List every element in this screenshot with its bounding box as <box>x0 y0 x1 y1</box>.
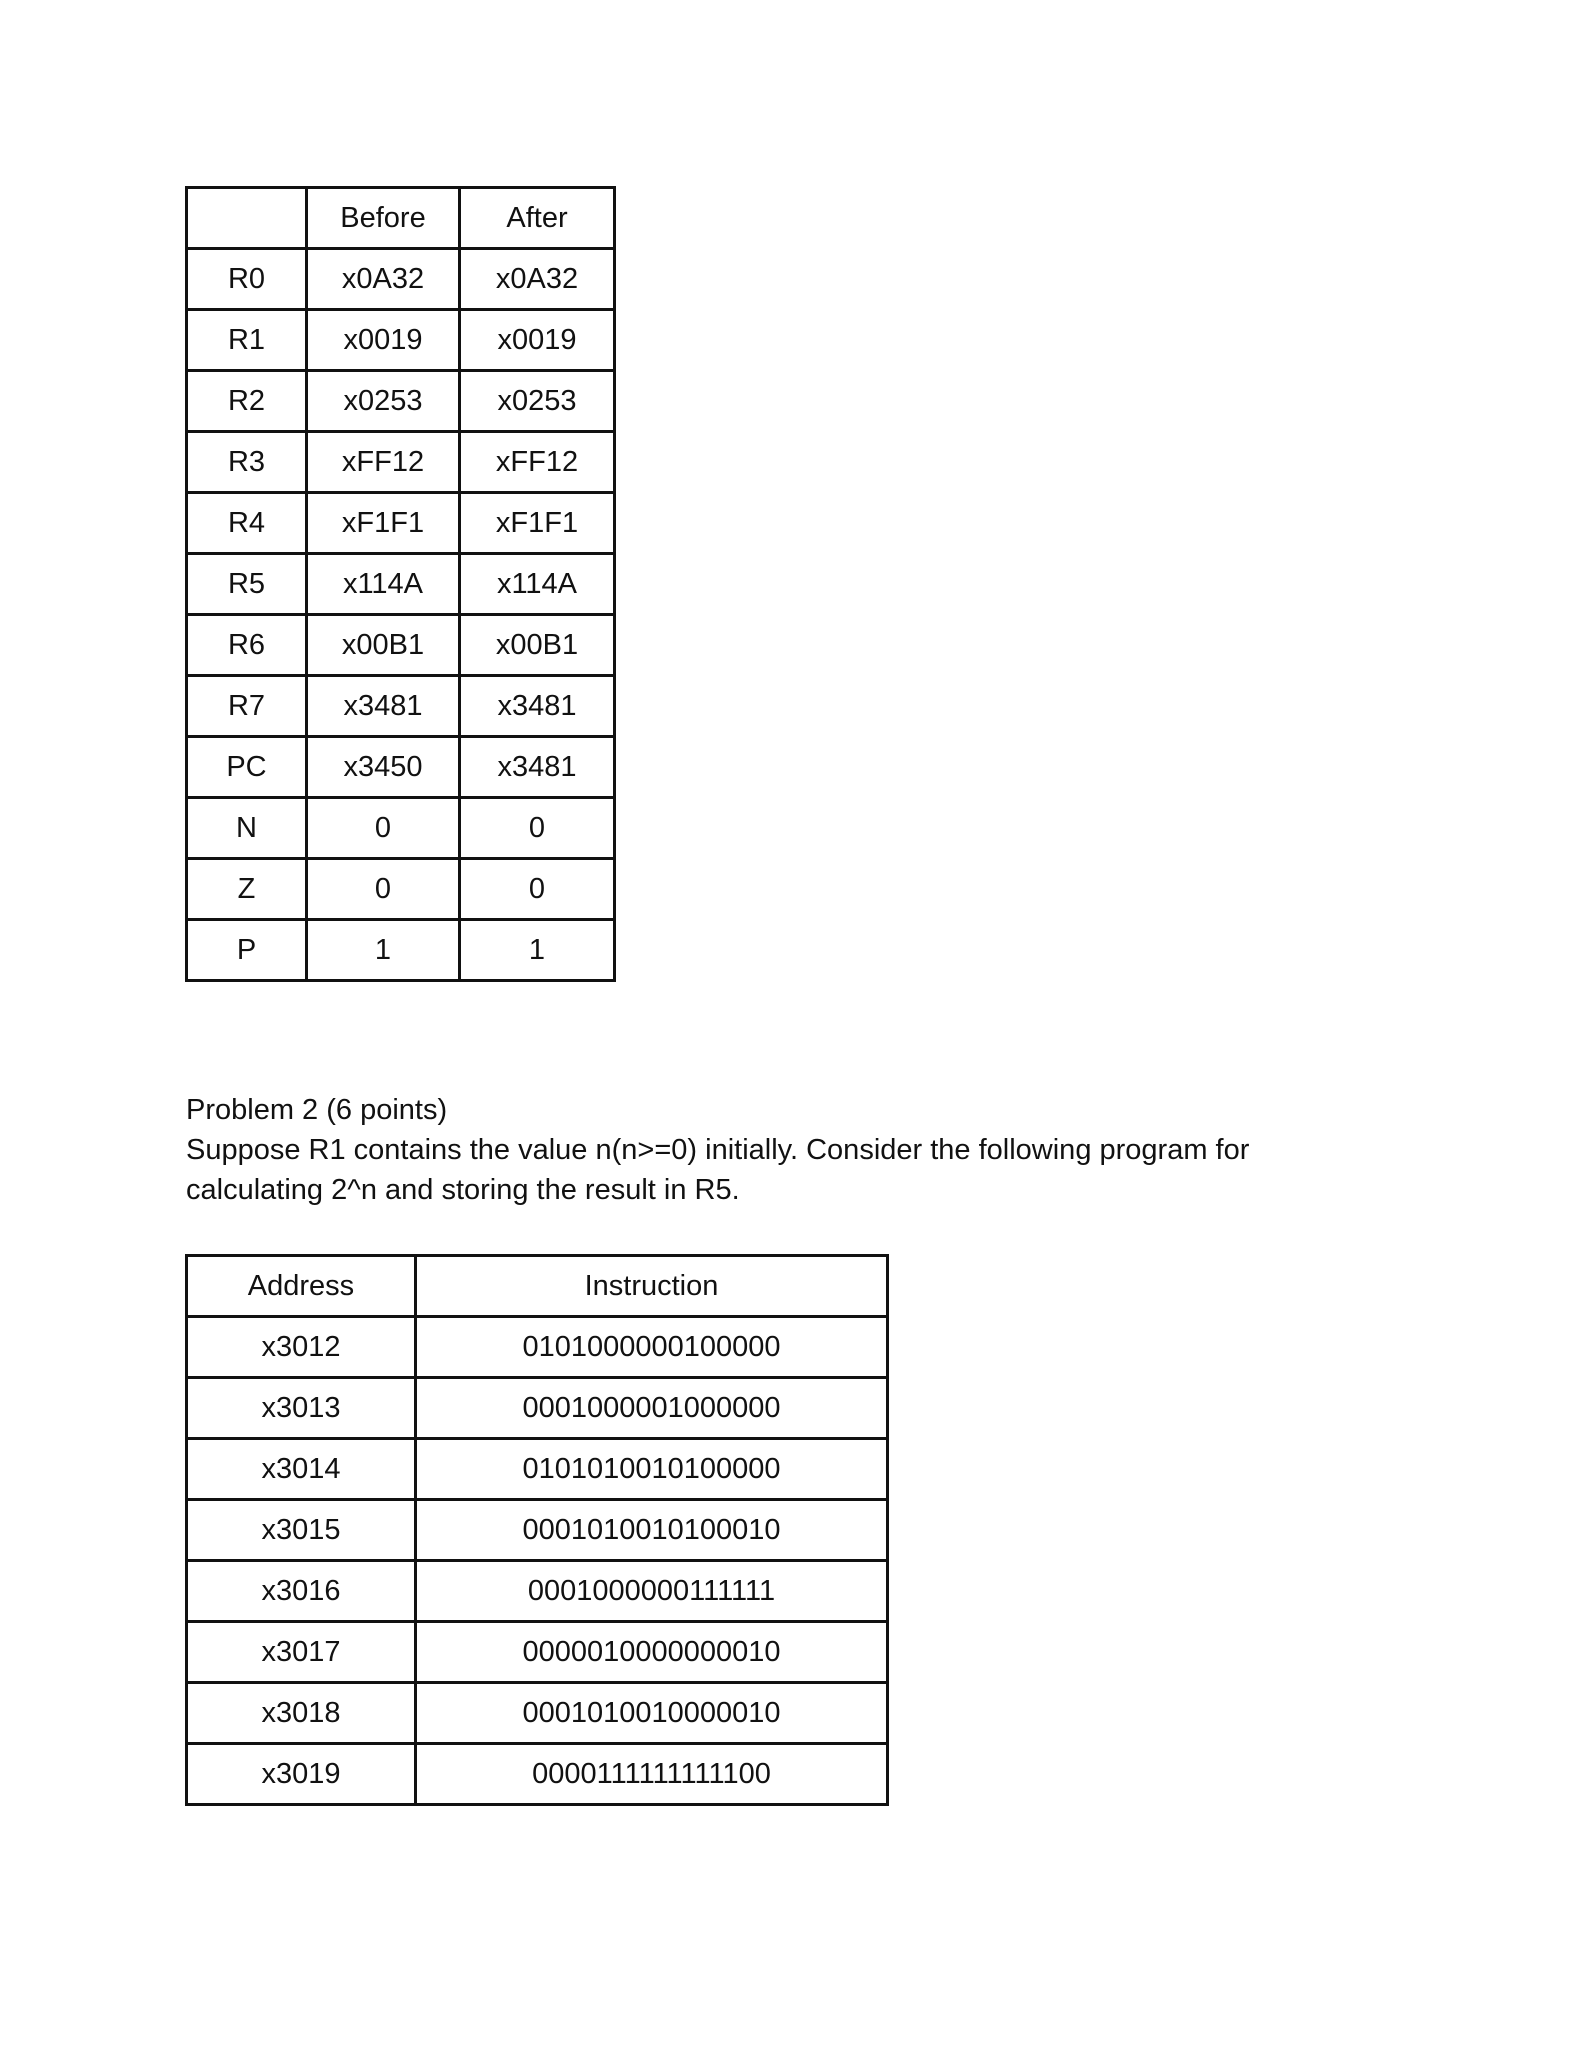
register-row <box>187 920 615 981</box>
program-header-instruction: Instruction <box>416 1256 888 1317</box>
program-row <box>187 1439 888 1500</box>
program-instruction-cell: 0000010000000010 <box>416 1622 888 1683</box>
register-name-cell: R6 <box>187 615 307 676</box>
register-after-cell: 1 <box>460 920 615 981</box>
register-after-cell: x0019 <box>460 310 615 371</box>
program-row <box>187 1317 888 1378</box>
register-before-cell: 1 <box>307 920 460 981</box>
register-row <box>187 310 615 371</box>
register-header-before: Before <box>307 188 460 249</box>
register-before-cell: x00B1 <box>307 615 460 676</box>
program-row <box>187 1500 888 1561</box>
register-row <box>187 432 615 493</box>
register-row <box>187 493 615 554</box>
program-address-cell: x3013 <box>187 1378 416 1439</box>
program-table <box>185 1254 889 1806</box>
register-name-cell: R1 <box>187 310 307 371</box>
register-row <box>187 371 615 432</box>
register-header-name <box>187 188 307 249</box>
register-name-cell: PC <box>187 737 307 798</box>
register-row <box>187 615 615 676</box>
program-instruction-cell: 0001000000111111 <box>416 1561 888 1622</box>
program-address-cell: x3019 <box>187 1744 416 1805</box>
register-name-cell: R4 <box>187 493 307 554</box>
program-address-cell: x3016 <box>187 1561 416 1622</box>
register-name-cell: N <box>187 798 307 859</box>
register-name-cell: R2 <box>187 371 307 432</box>
register-table <box>185 186 616 982</box>
program-address-cell: x3012 <box>187 1317 416 1378</box>
program-instruction-cell: 0001010010000010 <box>416 1683 888 1744</box>
register-before-cell: 0 <box>307 859 460 920</box>
program-address-cell: x3018 <box>187 1683 416 1744</box>
problem-description: Suppose R1 contains the value n(n>=0) initially. Consider the following program for calculating 2^n and storing the result in R5. <box>186 1134 1250 1206</box>
program-address-cell: x3015 <box>187 1500 416 1561</box>
register-header-after: After <box>460 188 615 249</box>
register-after-cell: 0 <box>460 859 615 920</box>
register-before-cell: xFF12 <box>307 432 460 493</box>
register-name-cell: R3 <box>187 432 307 493</box>
register-before-cell: x0019 <box>307 310 460 371</box>
register-row <box>187 798 615 859</box>
register-before-cell: x114A <box>307 554 460 615</box>
program-instruction-cell: 0001000001000000 <box>416 1378 888 1439</box>
register-row <box>187 554 615 615</box>
register-after-cell: x3481 <box>460 676 615 737</box>
program-header-address: Address <box>187 1256 416 1317</box>
register-name-cell: Z <box>187 859 307 920</box>
program-instruction-cell: 0000111111111100 <box>416 1744 888 1805</box>
register-name-cell: R7 <box>187 676 307 737</box>
program-address-cell: x3014 <box>187 1439 416 1500</box>
register-table-header-row <box>187 188 615 249</box>
program-row <box>187 1744 888 1805</box>
program-row <box>187 1683 888 1744</box>
program-address-cell: x3017 <box>187 1622 416 1683</box>
register-after-cell: x0253 <box>460 371 615 432</box>
program-row <box>187 1561 888 1622</box>
register-after-cell: 0 <box>460 798 615 859</box>
register-name-cell: P <box>187 920 307 981</box>
program-row <box>187 1378 888 1439</box>
program-table-header-row <box>187 1256 888 1317</box>
register-before-cell: 0 <box>307 798 460 859</box>
register-before-cell: x3481 <box>307 676 460 737</box>
register-after-cell: xF1F1 <box>460 493 615 554</box>
problem-statement <box>186 1090 1386 1210</box>
register-after-cell: x114A <box>460 554 615 615</box>
register-row <box>187 676 615 737</box>
register-before-cell: x0253 <box>307 371 460 432</box>
register-after-cell: x0A32 <box>460 249 615 310</box>
program-instruction-cell: 0101010010100000 <box>416 1439 888 1500</box>
register-after-cell: x00B1 <box>460 615 615 676</box>
problem-title: Problem 2 (6 points) <box>186 1094 448 1126</box>
register-before-cell: xF1F1 <box>307 493 460 554</box>
register-before-cell: x0A32 <box>307 249 460 310</box>
register-after-cell: xFF12 <box>460 432 615 493</box>
register-row <box>187 249 615 310</box>
register-row <box>187 737 615 798</box>
register-name-cell: R5 <box>187 554 307 615</box>
program-instruction-cell: 0101000000100000 <box>416 1317 888 1378</box>
program-row <box>187 1622 888 1683</box>
register-before-cell: x3450 <box>307 737 460 798</box>
register-row <box>187 859 615 920</box>
program-instruction-cell: 0001010010100010 <box>416 1500 888 1561</box>
register-after-cell: x3481 <box>460 737 615 798</box>
register-name-cell: R0 <box>187 249 307 310</box>
